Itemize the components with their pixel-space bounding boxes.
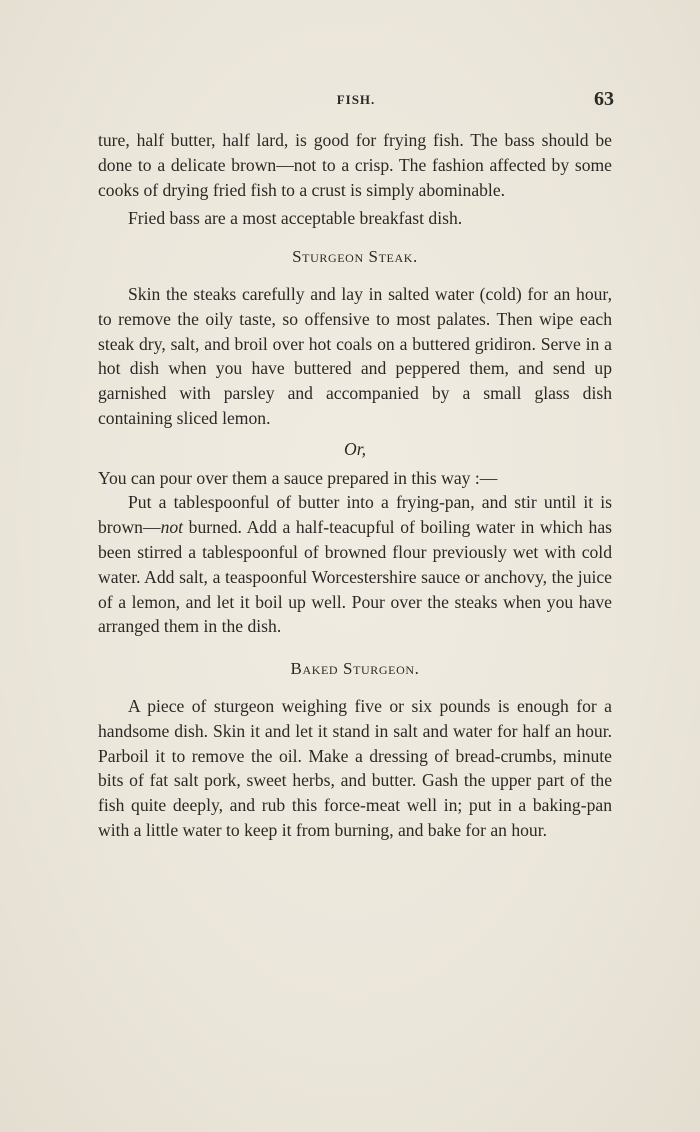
paragraph-sauce-recipe [98,490,612,639]
sauce-text-end: burned. Add a half-teacupful of boiling water in which has been stirred a tablespoonful of browned flour previously wet with cold water. Add salt, a teaspoonful Worcestershire sauce or anchovy, the juice of a lemon, and let it boil up well. Pour over the steaks when you have arranged them in the dish. [98,517,612,637]
paragraph-sturgeon-steak: Skin the steaks carefully and lay in salted water (cold) for an hour, to remove the oily taste, so offensive to most palates. Then wipe each steak dry, salt, and broil over hot coals on a buttered gridiron. Serve in a hot dish when you have buttered and peppered them, and send up garnished with parsley and accompanied by a small glass dish containing sliced lemon. [98,283,612,428]
page-number: 63 [594,88,614,110]
running-head: FISH. [336,92,376,107]
section-heading-sturgeon-steak: Sturgeon Steak. [292,247,418,267]
emphasis-not: not [160,517,184,538]
or-divider: Or, [343,438,366,459]
paragraph-baked-sturgeon: A piece of sturgeon weighing five or six pounds is enough for a handsome dish. Skin it and let it stand in salt and water for half an hour. Parboil it to remove the oil. Make a dressing of bread-crumbs, minute bits of fat salt pork, sweet herbs, and butter. Gash the upper part of the fish quite deeply, and rub this force-meat well in; put in a baking-pan with a little water to keep it from burning, and bake for an hour. [98,695,612,840]
paragraph-sauce-intro: You can pour over them a sauce prepared in this way :— [98,467,498,488]
paragraph-continued: ture, half butter, half lard, is good for frying fish. The bass should be done to a delicate brown—not to a crisp. The fashion affected by some cooks of drying fried fish to a crust is simply abominable. [98,130,612,200]
section-heading-baked-sturgeon: Baked Sturgeon. [290,659,420,679]
page-body [98,128,612,843]
sauce-text-start: Put a tablespoonful of butter into a frying-pan, and stir until it is brown— [98,492,612,538]
page-header [98,88,614,118]
paragraph-fried-bass: Fried bass are a most acceptable breakfast dish. [128,208,463,229]
